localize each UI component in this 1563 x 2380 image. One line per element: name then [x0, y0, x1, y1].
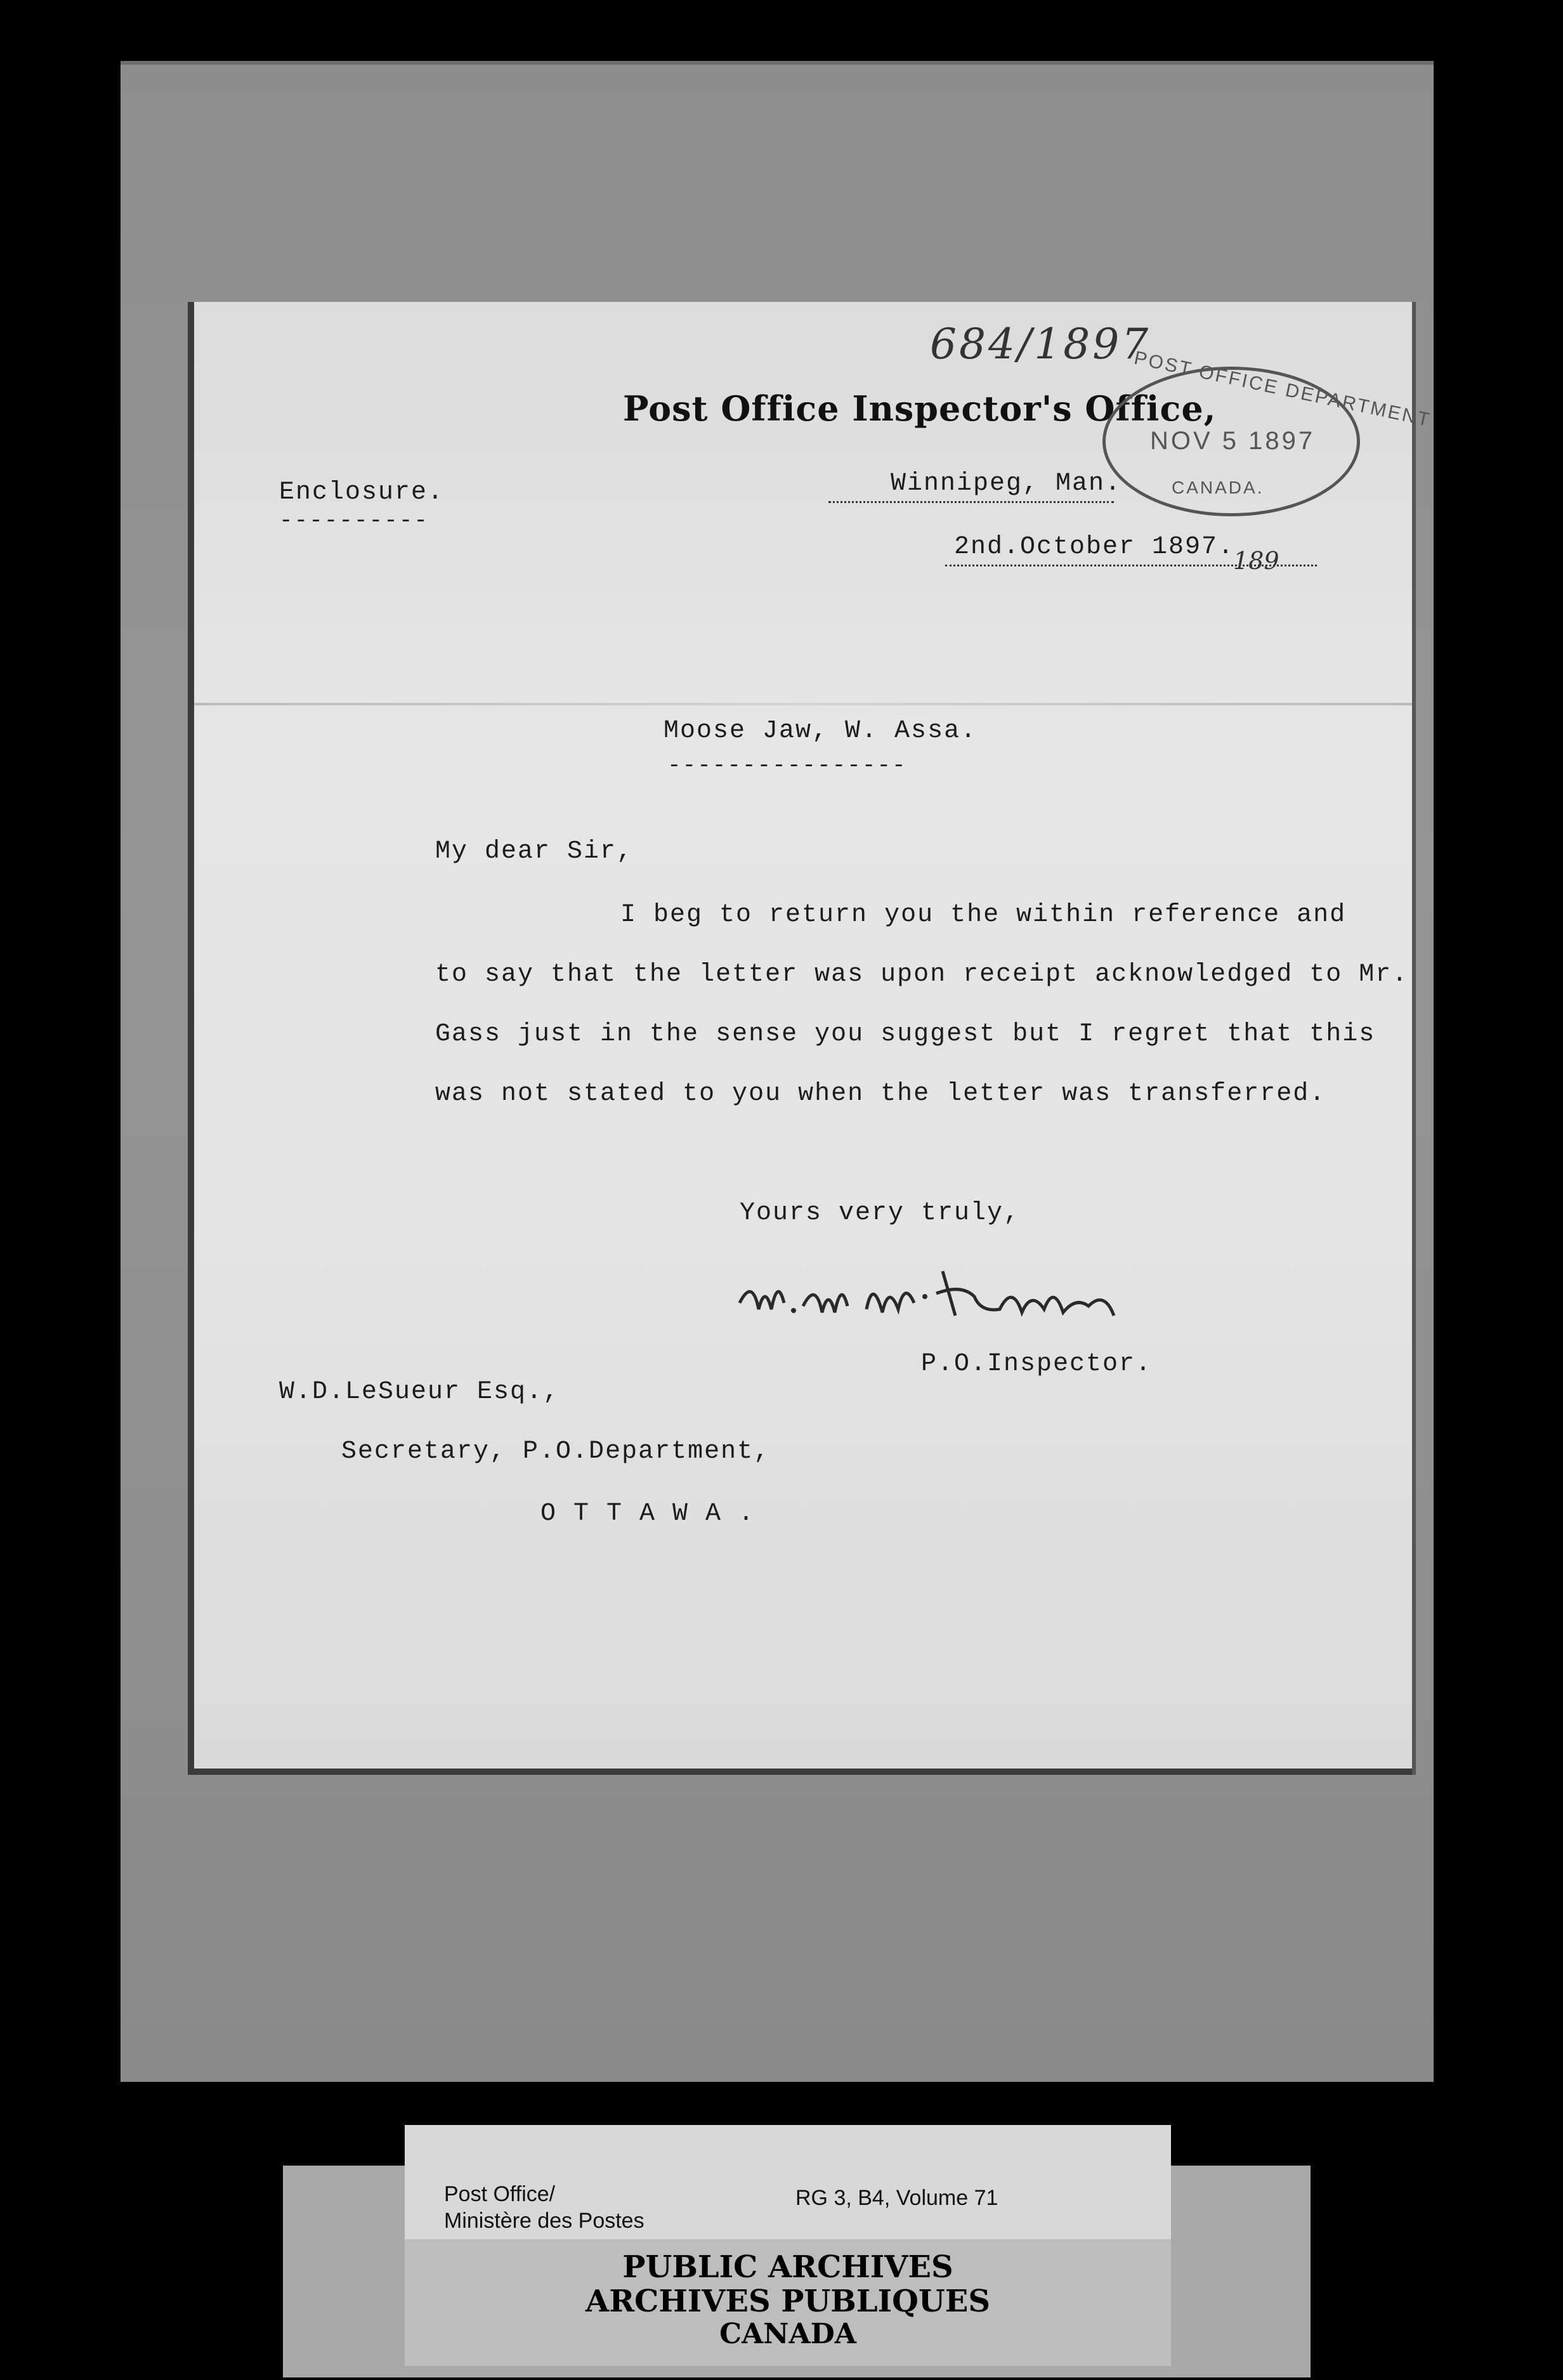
recipient-name: W.D.LeSueur Esq.,	[279, 1378, 560, 1406]
letterhead-place: Winnipeg, Man.	[891, 469, 1122, 498]
body-line-1: I beg to return you the within reference and	[620, 901, 1347, 929]
enclosure-rule: ----------	[279, 507, 429, 533]
label-department-fr: Ministère des Postes	[444, 2209, 644, 2233]
stamp-arc-text: POST OFFICE DEPARTMENT	[1132, 347, 1434, 431]
body-line-2: to say that the letter was upon receipt acknowledged to Mr.	[435, 960, 1409, 989]
stamp-date: NOV 5 1897	[1150, 427, 1316, 455]
letter-date: 2nd.October 1897.	[954, 533, 1235, 561]
archives-stamp-line-2: ARCHIVES PUBLIQUES	[585, 2284, 990, 2319]
recipient-city: O T T A W A .	[540, 1500, 755, 1528]
page-fold-line	[194, 703, 1412, 705]
archive-reference-number: 684/1897	[930, 320, 1151, 369]
enclosure-label: Enclosure.	[279, 478, 445, 507]
handwritten-signature	[733, 1259, 1127, 1335]
signer-title: P.O.Inspector.	[921, 1350, 1153, 1378]
closing: Yours very truly,	[740, 1199, 1021, 1227]
recipient-title: Secretary, P.O.Department,	[341, 1437, 771, 1466]
label-record-group: RG 3, B4, Volume 71	[795, 2186, 998, 2210]
received-date-stamp	[1102, 347, 1434, 516]
body-line-4: was not stated to you when the letter was transferred.	[435, 1080, 1326, 1108]
stamp-country: CANADA.	[1172, 478, 1264, 497]
printed-year-prefix: 189	[1233, 547, 1279, 575]
archives-stamp-line-3: CANADA	[719, 2318, 856, 2350]
letter-location: Moose Jaw, W. Assa.	[664, 717, 978, 745]
location-rule: ----------------	[667, 752, 907, 778]
body-line-3: Gass just in the sense you suggest but I regret that this	[435, 1020, 1376, 1049]
date-underline	[945, 565, 1317, 566]
letterhead-title: Post Office Inspector's Office,	[623, 388, 1217, 429]
archives-stamp-line-1: PUBLIC ARCHIVES	[622, 2249, 953, 2285]
label-department-en: Post Office/	[444, 2182, 556, 2206]
salutation: My dear Sir,	[435, 837, 634, 866]
place-underline	[828, 501, 1114, 503]
